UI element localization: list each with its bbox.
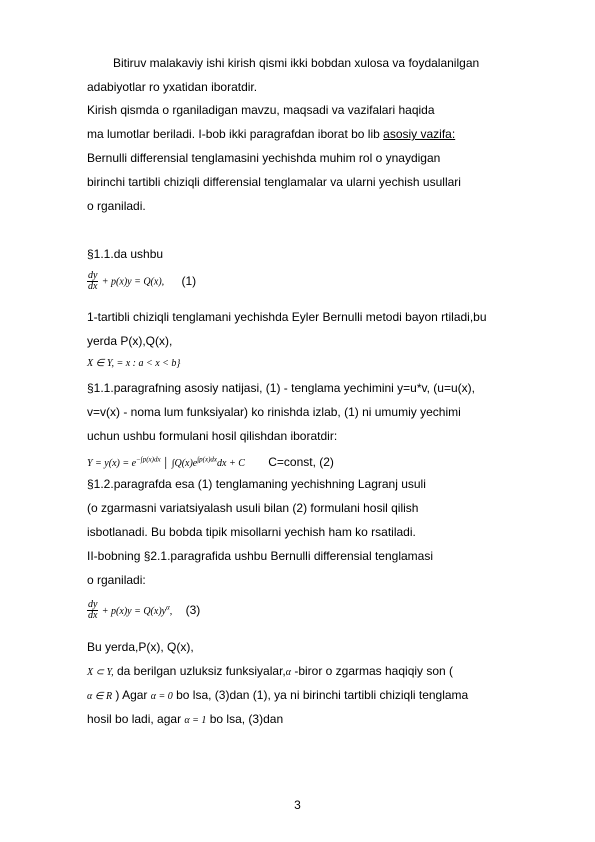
- text-span: ) Agar: [112, 688, 151, 702]
- paragraph-line: v=v(x) - noma lum funksiyalar) ko rinishda izlab, (1) ni umumiy yechimi: [87, 405, 461, 419]
- text-span: bo lsa, (3)dan: [206, 712, 284, 726]
- text-span: da berilgan uzluksiz funksiyalar,: [113, 664, 286, 678]
- set-formula: X ⊂ Y,: [87, 667, 114, 678]
- equation-3: [87, 600, 200, 630]
- paragraph-line: Kirish qismda o rganiladigan mavzu, maqsadi va vazifalari haqida: [87, 103, 435, 117]
- paragraph-line: [87, 127, 455, 141]
- derivative-fraction: $\frac{dy}{dx}$: [88, 599, 98, 621]
- domain-formula: X ∈ Y, = x : a < x < b}: [87, 358, 181, 369]
- paragraph-line: [87, 688, 468, 704]
- equation-formula: + p(x)y = Q(x),: [101, 276, 165, 288]
- paragraph-line: (o zgarmasni variatsiyalash usuli bilan (2) formulani hosil qilish: [87, 501, 419, 515]
- paragraph-line: Bernulli differensial tenglamasini yechishda muhim rol o ynaydigan: [87, 151, 441, 165]
- equation-2: [87, 453, 334, 471]
- equation-label: (3): [185, 602, 201, 617]
- underlined-text: asosiy vazifa:: [383, 127, 456, 141]
- equation-label: (1): [181, 273, 197, 288]
- paragraph-line: o rganiladi.: [87, 199, 146, 213]
- text-span: hosil bo ladi, agar: [87, 712, 185, 726]
- paragraph-line: yerda P(x),Q(x),: [87, 334, 173, 348]
- paragraph-line: II-bobning §2.1.paragrafida ushbu Bernulli differensial tenglamasi: [87, 549, 434, 563]
- page-number: 3: [294, 798, 301, 812]
- paragraph-line: isbotlanadi. Bu bobda tipik misollarni yechish ham ko rsatiladi.: [87, 525, 416, 539]
- condition-formula: α = 1: [184, 715, 207, 726]
- set-formula: α ∈ R: [87, 691, 113, 702]
- paragraph-line: [87, 712, 283, 728]
- paragraph-line: birinchi tartibli chiziqli differensial tenglamalar va ularni yechish usullari: [87, 175, 461, 189]
- paragraph-line: uchun ushbu formulani hosil qilishdan iboratdir:: [87, 429, 338, 443]
- paragraph-line: o rganiladi:: [87, 573, 146, 587]
- paragraph-line: §1.1.paragrafning asosiy natijasi, (1) - tenglama yechimini y=u*v, (u=u(x),: [87, 381, 475, 395]
- paragraph-line: adabiyotlar ro yxatidan iboratdir.: [87, 80, 258, 94]
- equation-1: [87, 271, 196, 301]
- condition-formula: α = 0: [150, 691, 173, 702]
- paragraph-line: [87, 664, 453, 680]
- text-span: bo lsa, (3)dan (1), ya ni birinchi tartibli chiziqli tenglama: [172, 688, 469, 702]
- section-intro: §1.1.da ushbu: [87, 247, 164, 261]
- equation-formula: + $p(x)y = Q(x)y^\alpha$,: [101, 603, 173, 617]
- equation-label: C=const, (2): [268, 455, 334, 470]
- text-span: ma lumotlar beriladi. I-bob ikki paragrafdan iborat bo lib: [87, 127, 384, 141]
- paragraph-line: §1.2.paragrafda esa (1) tenglamaning yechishning Lagranj usuli: [87, 477, 426, 491]
- paragraph-line: Bitiruv malakaviy ishi kirish qismi ikki bobdan xulosa va foydalanilgan: [113, 56, 480, 70]
- derivative-fraction: $\frac{dy}{dx}$: [88, 270, 98, 292]
- alpha-symbol: α: [285, 667, 291, 678]
- paragraph-line: Bu yerda,P(x), Q(x),: [87, 640, 194, 654]
- text-span: -biror o zgarmas haqiqiy son (: [290, 664, 454, 678]
- paragraph-line: 1-tartibli chiziqli tenglamani yechishda Eyler Bernulli metodi bayon rtiladi,bu: [87, 310, 487, 324]
- equation-formula: $Y = y(x) = e^{-\int p(x)dx}$ │ $\int Q(x)e^{\int p(x)dx}dx + C$: [87, 456, 245, 470]
